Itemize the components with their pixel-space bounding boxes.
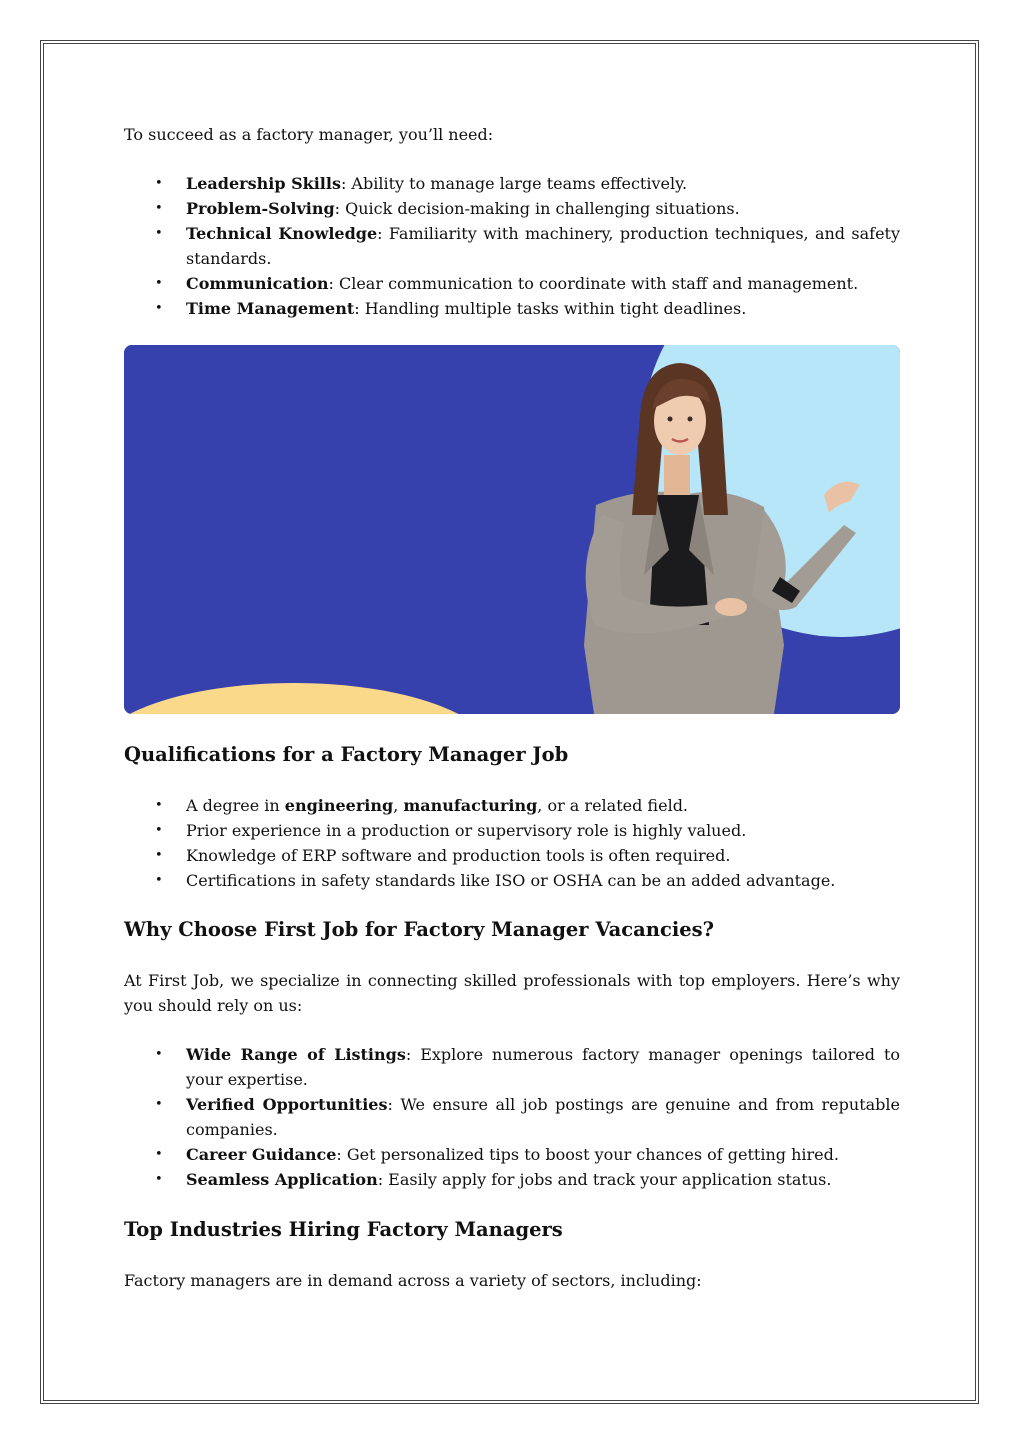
why-paragraph: At First Job, we specialize in connecting skilled professionals with top employers. Here’s why you should rely on us:: [124, 971, 900, 1015]
qualification-term: engineering: [284, 796, 394, 815]
list-item: [124, 868, 900, 893]
skill-term: Technical Knowledge: [186, 224, 378, 243]
bullet-icon: •: [155, 1097, 163, 1112]
qualification-text: Prior experience in a production or supervisory role is highly valued.: [186, 821, 747, 840]
qualification-text: Certifications in safety standards like ISO or OSHA can be an added advantage.: [186, 871, 836, 890]
qualification-text: , or a related field.: [537, 796, 689, 815]
skill-term: Leadership Skills: [186, 174, 341, 193]
woman-presenting-illustration-icon: [124, 345, 900, 714]
bullet-icon: •: [155, 176, 163, 191]
list-item: [124, 1092, 900, 1142]
why-desc: : Get personalized tips to boost your chances of getting hired.: [336, 1145, 839, 1164]
list-item: [124, 221, 900, 271]
section-heading-why-choose: Why Choose First Job for Factory Manager Vacancies?: [124, 918, 715, 941]
list-item: [124, 1042, 900, 1092]
skill-desc: : Clear communication to coordinate with staff and management.: [328, 274, 859, 293]
skill-desc: : Ability to manage large teams effectively.: [340, 174, 688, 193]
skill-term: Time Management: [186, 299, 355, 318]
skill-desc: : Handling multiple tasks within tight deadlines.: [354, 299, 747, 318]
bullet-icon: •: [155, 823, 163, 838]
list-item: [124, 171, 900, 196]
why-list: [124, 1042, 900, 1192]
why-desc: : Easily apply for jobs and track your application status.: [377, 1170, 832, 1189]
bullet-icon: •: [155, 226, 163, 241]
skill-desc: : Familiarity with machinery, production techniques, and safety standards.: [186, 224, 901, 268]
bullet-icon: •: [155, 798, 163, 813]
section-heading-top-industries: Top Industries Hiring Factory Managers: [124, 1218, 563, 1241]
qualification-text: ,: [393, 796, 404, 815]
list-item: [124, 1167, 900, 1192]
why-term: Seamless Application: [186, 1170, 378, 1189]
skills-list: [124, 171, 900, 321]
qualification-text: Knowledge of ERP software and production tools is often required.: [186, 846, 731, 865]
list-item: [124, 296, 900, 321]
qualification-text: A degree in: [186, 796, 285, 815]
why-desc: : We ensure all job postings are genuine and from reputable companies.: [186, 1095, 900, 1139]
hero-image: [124, 345, 900, 714]
qualification-term: manufacturing: [403, 796, 538, 815]
bullet-icon: •: [155, 1147, 163, 1162]
bullet-icon: •: [155, 1172, 163, 1187]
list-item: [124, 843, 900, 868]
list-item: [124, 1142, 900, 1167]
skill-term: Problem-Solving: [186, 199, 335, 218]
bullet-icon: •: [155, 848, 163, 863]
bullet-icon: •: [155, 1047, 163, 1062]
list-item: [124, 818, 900, 843]
why-desc: : Explore numerous factory manager openings tailored to your expertise.: [186, 1045, 900, 1089]
bullet-icon: •: [155, 201, 163, 216]
why-term: Wide Range of Listings: [186, 1045, 406, 1064]
list-item: [124, 271, 900, 296]
document-body: [124, 122, 900, 1293]
skill-desc: : Quick decision-making in challenging situations.: [334, 199, 740, 218]
section-heading-qualifications: Qualifications for a Factory Manager Job: [124, 743, 569, 766]
bullet-icon: •: [155, 873, 163, 888]
bullet-icon: •: [155, 301, 163, 316]
intro-paragraph: To succeed as a factory manager, you’ll need:: [124, 125, 494, 144]
qualifications-list: [124, 793, 900, 893]
bullet-icon: •: [155, 276, 163, 291]
why-term: Career Guidance: [186, 1145, 337, 1164]
list-item: [124, 793, 900, 818]
industries-paragraph: Factory managers are in demand across a variety of sectors, including:: [124, 1271, 702, 1290]
skill-term: Communication: [186, 274, 329, 293]
list-item: [124, 196, 900, 221]
why-term: Verified Opportunities: [186, 1095, 388, 1114]
